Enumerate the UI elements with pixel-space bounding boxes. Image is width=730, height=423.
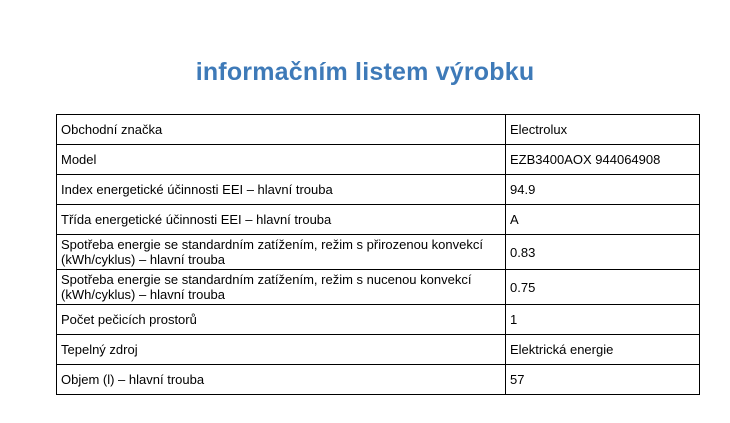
table-row-heat-source — [57, 335, 700, 365]
row-value-consumption-fan: 0.75 — [506, 270, 700, 305]
table-row-consumption-conventional — [57, 235, 700, 270]
row-value-eei-class: A — [506, 205, 700, 235]
row-label-heat-source: Tepelný zdroj — [57, 335, 506, 365]
table-row-model — [57, 145, 700, 175]
row-label-consumption-conventional: Spotřeba energie se standardním zatížením, režim s přirozenou konvekcí (kWh/cyklus) – hlavní trouba — [57, 235, 506, 270]
product-info-table — [56, 114, 700, 395]
row-label-eei-index: Index energetické účinnosti EEI – hlavní trouba — [57, 175, 506, 205]
row-value-brand: Electrolux — [506, 115, 700, 145]
table-row-cavities — [57, 305, 700, 335]
page-title: informačním listem výrobku — [195, 58, 535, 86]
row-label-brand: Obchodní značka — [57, 115, 506, 145]
row-value-model: EZB3400AOX 944064908 — [506, 145, 700, 175]
table-row-brand — [57, 115, 700, 145]
row-value-eei-index: 94.9 — [506, 175, 700, 205]
row-label-eei-class: Třída energetické účinnosti EEI – hlavní trouba — [57, 205, 506, 235]
row-label-volume: Objem (l) – hlavní trouba — [57, 365, 506, 395]
table-row-consumption-fan — [57, 270, 700, 305]
row-label-consumption-fan: Spotřeba energie se standardním zatížením, režim s nucenou konvekcí (kWh/cyklus) – hlavní trouba — [57, 270, 506, 305]
row-value-heat-source: Elektrická energie — [506, 335, 700, 365]
row-value-cavities: 1 — [506, 305, 700, 335]
row-label-cavities: Počet pečicích prostorů — [57, 305, 506, 335]
row-value-volume: 57 — [506, 365, 700, 395]
table-row-eei-index — [57, 175, 700, 205]
row-label-model: Model — [57, 145, 506, 175]
row-value-consumption-conventional: 0.83 — [506, 235, 700, 270]
table-row-volume — [57, 365, 700, 395]
table-row-eei-class — [57, 205, 700, 235]
